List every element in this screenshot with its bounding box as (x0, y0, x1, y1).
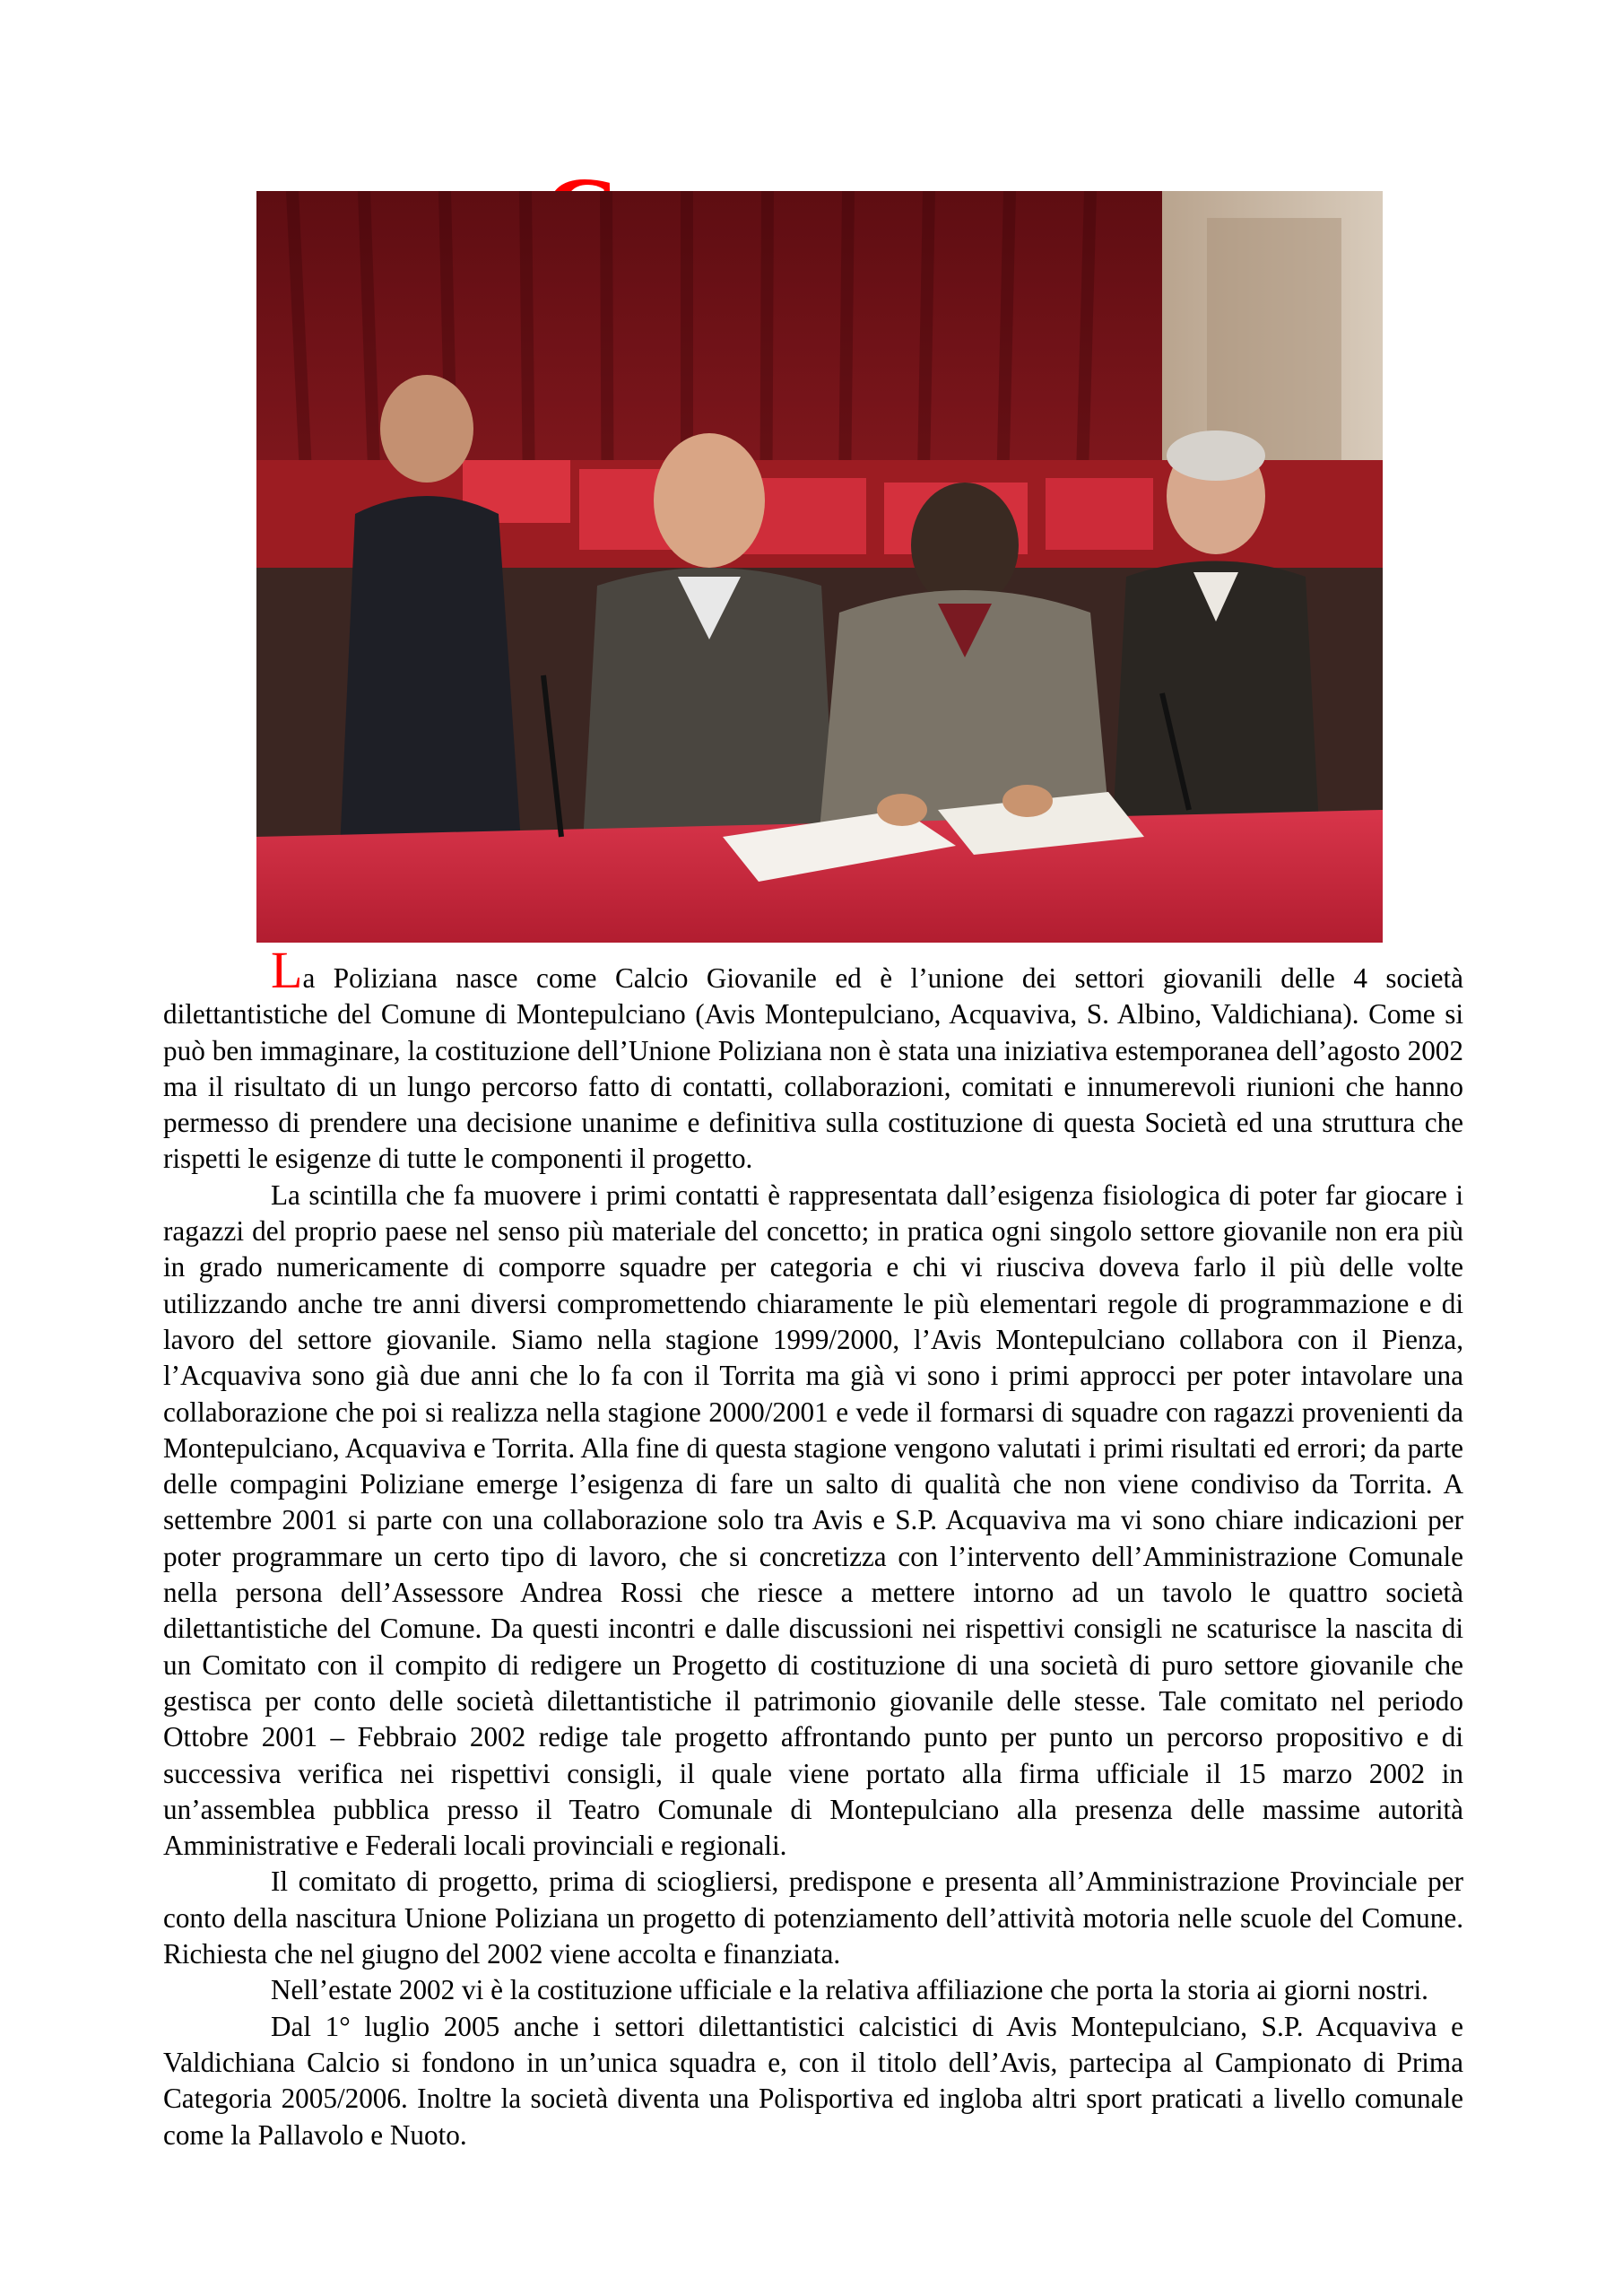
paragraph-1 (163, 941, 1463, 1178)
paragraph-3: Il comitato di progetto, prima di sciogliersi, predispone e presenta all’Amministrazione Provinciale per conto della nascitura Unione Poliziana un progetto di potenziamento dell’attività motoria nelle scuole del Comune. Richiesta che nel giugno del 2002 viene accolta e finanziata. (163, 1866, 1463, 1970)
article-body (163, 941, 1463, 2153)
paragraph-4: Nell’estate 2002 vi è la costituzione ufficiale e la relativa affiliazione che porta la storia ai giorni nostri. (271, 1974, 1428, 2006)
signing-ceremony-photo (256, 191, 1383, 943)
paragraph-5: Dal 1° luglio 2005 anche i settori dilettantistici calcistici di Avis Montepulciano, S.P. Acquaviva e Valdichiana Calcio si fondono in un’unica squadra e, con il titolo dell’Avis, partecipa al Campionato di Prima Categoria 2005/2006. Inoltre la società diventa una Polisportiva ed ingloba altri sport praticati a livello comunale come la Pallavolo e Nuoto. (163, 2010, 1463, 2151)
paragraph-text: a Poliziana nasce come Calcio Giovanile ed è l’unione dei settori giovanili delle 4 società dilettantistiche del Comune di Montepulciano (Avis Montepulciano, Acquaviva, S. Albino, Valdichiana). Come si può ben immaginare, la costituzione dell’Unione Poliziana non è stata una iniziativa estemporanea dell’agosto 2002 ma il risultato di un lungo percorso fatto di contatti, collaborazioni, comitati e innumerevoli riunioni che hanno permesso di prendere una decisione unanime e definitiva sulla costituzione di questa Società ed una struttura che rispetti le esigenze di tutte le componenti il progetto. (163, 962, 1463, 1175)
drop-cap: L (271, 941, 303, 999)
paragraph-2: La scintilla che fa muovere i primi contatti è rappresentata dall’esigenza fisiologica di poter far giocare i ragazzi del proprio paese nel senso più materiale del concetto; in pratica ogni singolo settore giovanile non era più in grado numericamente di comporre squadre per categoria e chi vi riusciva doveva farlo il più delle volte utilizzando anche tre anni diversi compromettendo chiaramente le più elementari regole di programmazione e di lavoro del settore giovanile. Siamo nella stagione 1999/2000, l’Avis Montepulciano collabora con il Pienza, l’Acquaviva sono già due anni che lo fa con il Torrita ma già vi sono i primi approcci per poter intavolare una collaborazione che poi si realizza nella stagione 2000/2001 e vede il formarsi di squadre con ragazzi provenienti da Montepulciano, Acquaviva e Torrita. Alla fine di questa stagione vengono valutati i primi risultati ed errori; da parte delle compagini Poliziane emerge l’esigenza di fare un salto di qualità che non viene condiviso da Torrita. A settembre 2001 si parte con una collaborazione solo tra Avis e S.P. Acquaviva ma vi sono chiare indicazioni per poter programmare un certo tipo di lavoro, che si concretizza con l’intervento dell’Amministrazione Comunale nella persona dell’Assessore Andrea Rossi che riesce a mettere intorno ad un tavolo le quattro società dilettantistiche del Comune. Da questi incontri e dalle discussioni nei rispettivi consigli ne scaturisce la nascita di un Comitato con il compito di redigere un Progetto di costituzione di una società di puro settore giovanile che gestisca per conto delle società dilettantistiche il patrimonio giovanile delle stesse. Tale comitato nel periodo Ottobre 2001 – Febbraio 2002 redige tale progetto affrontando punto per punto un percorso propositivo e di successiva verifica nei rispettivi consigli, il quale viene portato alla firma ufficiale il 15 marzo 2002 in un’assemblea pubblica presso il Teatro Comunale di Montepulciano alla presenza delle massime autorità Amministrative e Federali locali provinciali e regionali. (163, 1178, 1463, 1862)
photo-icon (256, 191, 1383, 943)
